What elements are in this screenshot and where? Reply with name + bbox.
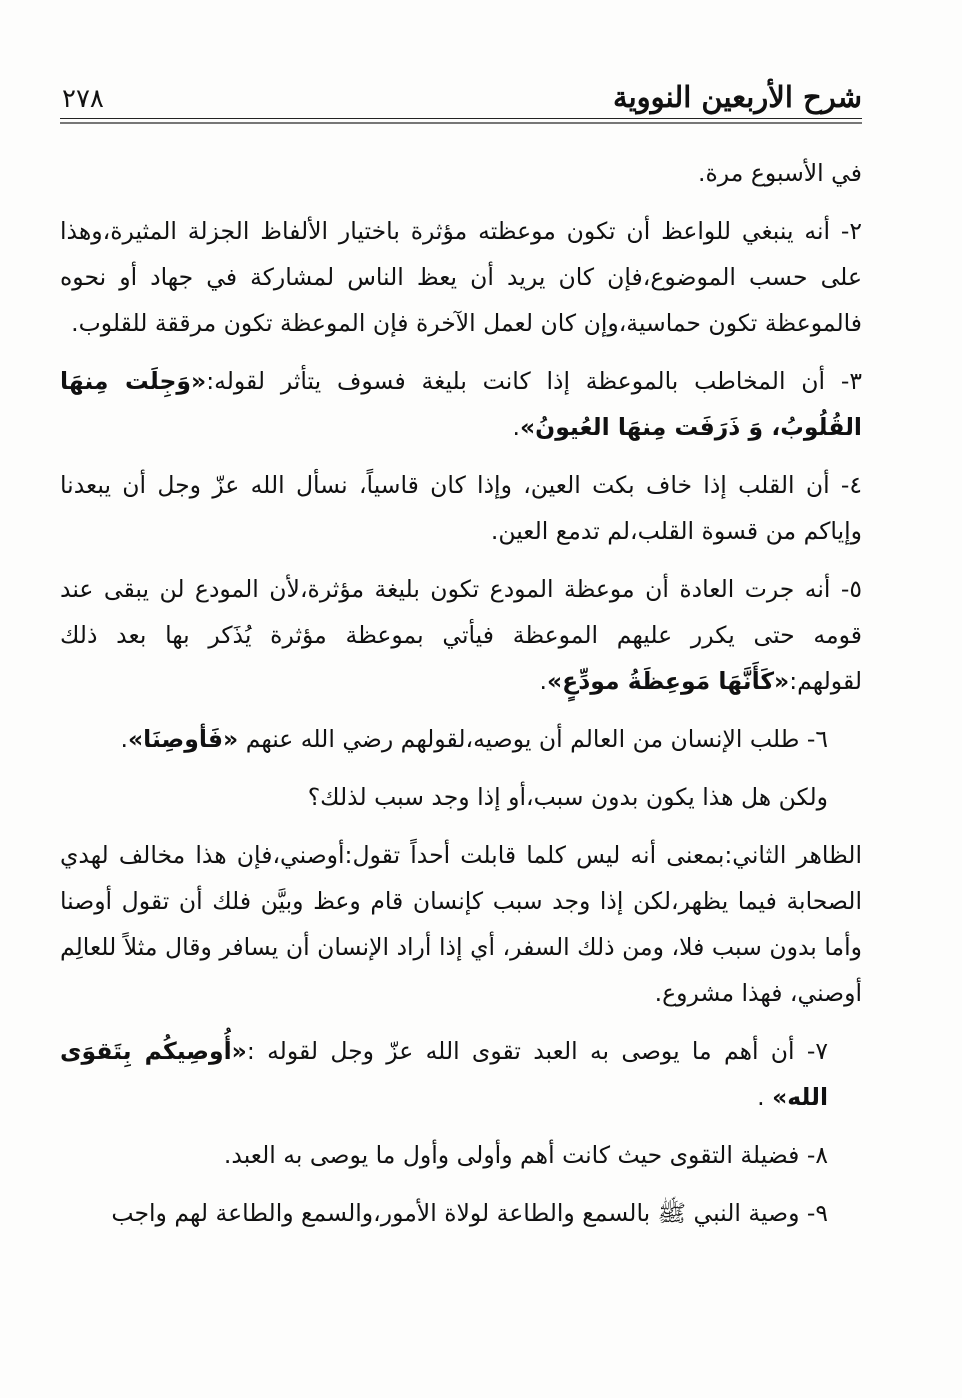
paragraph-5 [60,566,862,704]
paragraph-text: ولكن هل هذا يكون بدون سبب،أو إذا وجد سبب لذلك؟ [307,783,828,811]
quotation: «فَأوصِنَا» [127,725,239,753]
paragraph-text: ٩- وصية النبي ﷺ بالسمع والطاعة لولاة الأمور،والسمع والطاعة لهم واجب [111,1199,828,1227]
paragraph-text: الظاهر الثاني:بمعنى أنه ليس كلما قابلت أحداً تقول:أوصني،فإن هذا مخالف لهدي الصحابة فيما يظهر،لكن إذا وجد سبب كإنسان قام وعظ وبيَّن فلك أن تقول أوصنا وأما بدون سبب فلا، ومن ذلك السفر، أي إذا أراد الإنسان أن يسافر وقال مثلاً للعالِم أوصني، فهذا مشروع. [60,841,862,1007]
paragraph-text: . [512,413,520,441]
paragraph-text: ٢- أنه ينبغي للواعظ أن تكون موعظته مؤثرة باختيار الألفاظ الجزلة المثيرة،وهذا على حسب الموضوع،فإن كان يريد أن يعظ الناس لمشاركة في جهاد أو نحوه فالموعظة تكون حماسية،وإن كان لعمل الآخرة فإن الموعظة تكون مرققة للقلوب. [60,217,862,337]
paragraph-10 [60,1132,862,1178]
paragraph-text: ٤- أن القلب إذا خاف بكت العين، وإذا كان قاسياً، نسأل الله عزّ وجل أن يبعدنا وإياكم من قسوة القلب،لم تدمع العين. [60,471,862,545]
paragraph-text: ٥- أنه جرت العادة أن موعظة المودع تكون بليغة مؤثرة،لأن المودع لن يبقى عند قومه حتى يكرر عليهم الموعظة فيأتي بموعظة مؤثرة يُذَكر بها بعد ذلك لقولهم: [60,575,862,695]
header-rule [60,118,862,124]
paragraph-text: ٧- أن أهم ما يوصى به العبد تقوى الله عزّ وجل لقوله : [246,1037,828,1065]
paragraph-3 [60,358,862,450]
paragraph-7 [60,774,862,820]
book-title: شرح الأربعين النووية [613,80,862,114]
paragraph-1 [60,150,862,196]
quotation: «كَأَنَّهَا مَوعِظَةُ مودِّعٍ» [546,667,790,695]
paragraph-4 [60,462,862,554]
paragraph-text: . [120,725,128,753]
paragraph-2 [60,208,862,346]
page-header [60,68,862,114]
paragraph-6 [60,716,862,762]
paragraph-8 [60,832,862,1016]
paragraph-9 [60,1028,862,1120]
body-text [60,150,862,1248]
paragraph-text: ٨- فضيلة التقوى حيث كانت أهم وأولى وأول ما يوصى به العبد. [223,1141,828,1169]
paragraph-text: . [757,1083,773,1111]
quotation: «أُوصِيكُم بِتَقوَى الله» [60,1037,828,1111]
paragraph-text: في الأسبوع مرة. [698,159,862,187]
paragraph-11 [60,1190,862,1236]
page-number: ٢٧٨ [62,84,104,114]
paragraph-text: ٦- طلب الإنسان من العالم أن يوصيه،لقولهم رضي الله عنهم [238,725,828,753]
quotation: «وَجِلَت مِنهَا القُلُوبُ، وَ ذَرَفَت مِنهَا العُيونُ» [60,367,862,441]
paragraph-text: ٣- أن المخاطب بالموعظة إذا كانت بليغة فسوف يتأثر لقوله: [206,367,862,395]
paragraph-text: . [539,667,547,695]
